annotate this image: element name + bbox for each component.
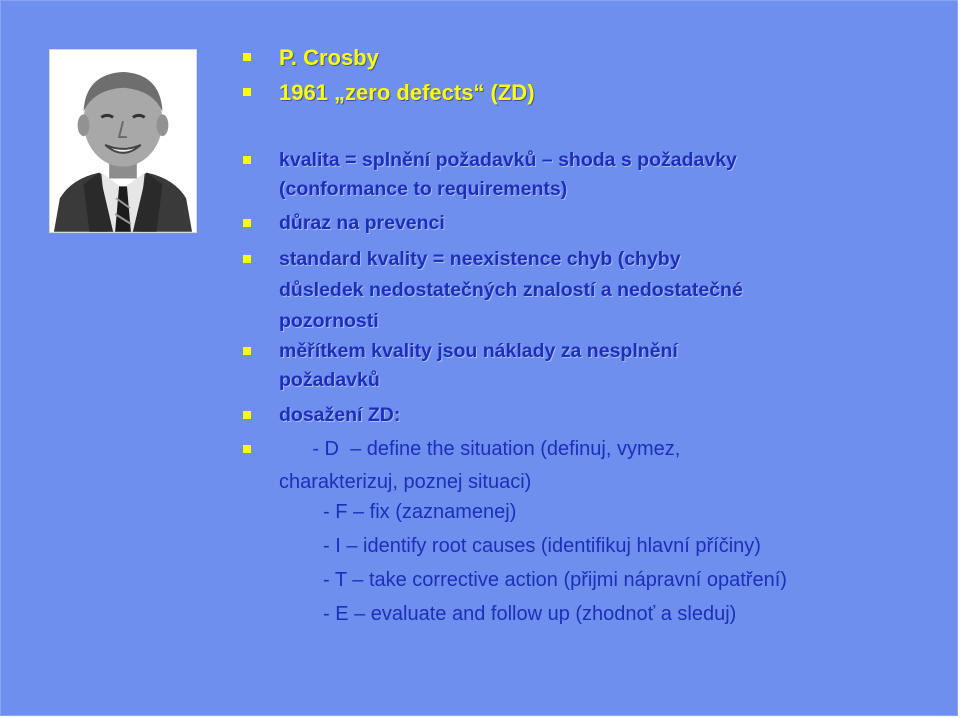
- bullet-text-line: - D – define the situation (definuj, vymez,: [279, 438, 681, 460]
- bullet-icon: [243, 53, 251, 61]
- bullet-icon: [243, 156, 251, 164]
- sub-item: - E – evaluate and follow up (zhodnoť a sleduj): [323, 603, 737, 625]
- bullet-icon: [243, 255, 251, 263]
- title-line: P. Crosby: [279, 45, 379, 70]
- bullet-icon: [243, 219, 251, 227]
- bullet-text-line: důraz na prevenci: [279, 212, 445, 234]
- bullet-text-line: dosažení ZD:: [279, 404, 401, 426]
- bullet-text-line: pozornosti: [279, 310, 379, 332]
- portrait-photo: [49, 49, 197, 233]
- bullet-text-line: důsledek nedostatečných znalostí a nedostatečné: [279, 279, 743, 301]
- title-line: 1961 „zero defects“ (ZD): [279, 80, 535, 105]
- bullet-text-line: charakterizuj, poznej situaci): [279, 471, 532, 493]
- sub-item: - T – take corrective action (přijmi nápravní opatření): [323, 569, 787, 591]
- portrait-illustration: [50, 50, 196, 232]
- bullet-icon: [243, 445, 251, 453]
- bullet-text-line: požadavků: [279, 369, 380, 391]
- bullet-text-line: měřítkem kvality jsou náklady za nesplnění: [279, 340, 678, 362]
- bullet-icon: [243, 88, 251, 96]
- bullet-icon: [243, 411, 251, 419]
- bullet-text-line: kvalita = splnění požadavků – shoda s požadavky: [279, 149, 737, 171]
- sub-item: - F – fix (zaznamenej): [323, 501, 517, 523]
- bullet-text-line: standard kvality = neexistence chyb (chyby: [279, 248, 681, 270]
- sub-item: - I – identify root causes (identifikuj hlavní příčiny): [323, 535, 761, 557]
- bullet-icon: [243, 347, 251, 355]
- bullet-text-line: (conformance to requirements): [279, 178, 568, 200]
